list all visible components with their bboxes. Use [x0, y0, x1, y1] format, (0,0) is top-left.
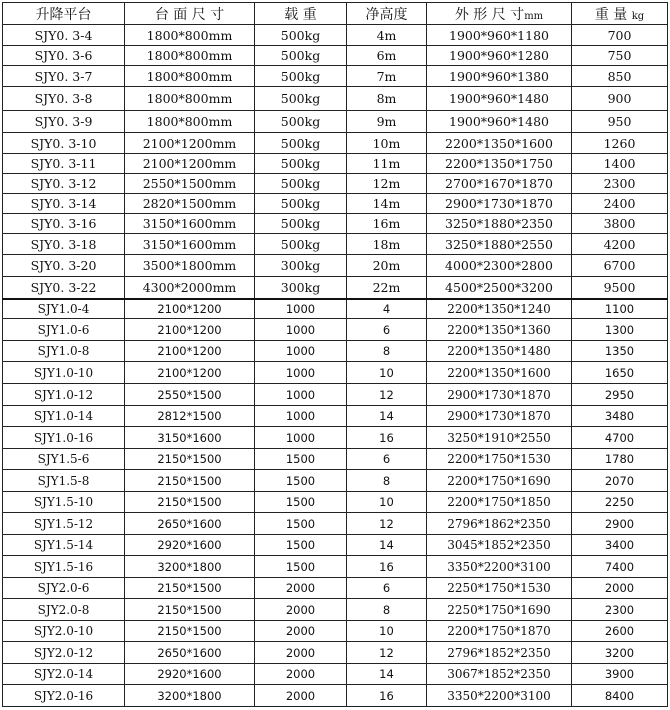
- model-cell: SJY1.5-8: [3, 470, 125, 492]
- weight-cell: 4200: [572, 234, 668, 255]
- outer-size-cell: 1900*960*1480: [427, 111, 572, 133]
- table-row: [3, 46, 668, 66]
- outer-size-cell: 2700*1670*1870: [427, 174, 572, 194]
- weight-cell: 4700: [572, 427, 668, 449]
- model-cell: SJY2.0-16: [3, 685, 125, 707]
- outer-size-cell: 2200*1350*1600: [427, 362, 572, 384]
- outer-size-cell: 2900*1730*1870: [427, 406, 572, 427]
- table-row: [3, 427, 668, 449]
- outer-size-cell: 2900*1730*1870: [427, 384, 572, 406]
- deck-size-cell: 2100*1200: [125, 362, 255, 384]
- deck-size-cell: 3500*1800mm: [125, 255, 255, 277]
- outer-size-cell: 3250*1880*2550: [427, 234, 572, 255]
- weight-cell: 3200: [572, 642, 668, 664]
- weight-cell: 850: [572, 66, 668, 87]
- outer-size-cell: 3250*1910*2550: [427, 427, 572, 449]
- table-row: [3, 406, 668, 427]
- load-cell: 1500: [255, 470, 347, 492]
- table-row: [3, 255, 668, 277]
- load-cell: 1500: [255, 513, 347, 535]
- lift-platform-spec-table: [2, 2, 668, 707]
- clear-height-cell: 10: [347, 492, 427, 513]
- clear-height-cell: 11m: [347, 154, 427, 174]
- model-cell: SJY0. 3-20: [3, 255, 125, 277]
- deck-size-cell: 1800*800mm: [125, 66, 255, 87]
- model-cell: SJY0. 3-4: [3, 25, 125, 46]
- clear-height-cell: 16: [347, 556, 427, 578]
- load-cell: 2000: [255, 621, 347, 642]
- outer-size-cell: 2200*1750*1850: [427, 492, 572, 513]
- outer-size-cell: 2200*1350*1480: [427, 341, 572, 362]
- deck-size-cell: 2650*1600: [125, 642, 255, 664]
- table-row: [3, 599, 668, 621]
- load-cell: 1000: [255, 319, 347, 341]
- outer-size-cell: 3350*2200*3100: [427, 556, 572, 578]
- table-row: [3, 277, 668, 299]
- deck-size-cell: 2150*1500: [125, 578, 255, 599]
- clear-height-cell: 8m: [347, 87, 427, 111]
- model-cell: SJY0. 3-10: [3, 133, 125, 154]
- outer-size-cell: 2796*1852*2350: [427, 642, 572, 664]
- table-row: [3, 87, 668, 111]
- load-cell: 2000: [255, 642, 347, 664]
- header-weight-label: 重 量: [594, 6, 628, 23]
- weight-cell: 2300: [572, 599, 668, 621]
- model-cell: SJY0. 3-7: [3, 66, 125, 87]
- clear-height-cell: 12: [347, 642, 427, 664]
- model-cell: SJY1.0-14: [3, 406, 125, 427]
- weight-cell: 950: [572, 111, 668, 133]
- load-cell: 1000: [255, 427, 347, 449]
- clear-height-cell: 18m: [347, 234, 427, 255]
- load-cell: 500kg: [255, 174, 347, 194]
- header-weight: [572, 3, 668, 25]
- weight-cell: 3900: [572, 664, 668, 685]
- outer-size-cell: 1900*960*1180: [427, 25, 572, 46]
- deck-size-cell: 2920*1600: [125, 535, 255, 556]
- clear-height-cell: 20m: [347, 255, 427, 277]
- load-cell: 500kg: [255, 111, 347, 133]
- table-row: [3, 642, 668, 664]
- clear-height-cell: 14m: [347, 194, 427, 214]
- load-cell: 500kg: [255, 66, 347, 87]
- outer-size-cell: 2200*1350*1360: [427, 319, 572, 341]
- deck-size-cell: 2812*1500: [125, 406, 255, 427]
- table-row: [3, 384, 668, 406]
- table-row: [3, 299, 668, 319]
- weight-cell: 9500: [572, 277, 668, 299]
- table-row: [3, 194, 668, 214]
- deck-size-cell: 1800*800mm: [125, 87, 255, 111]
- weight-cell: 2400: [572, 194, 668, 214]
- load-cell: 500kg: [255, 194, 347, 214]
- clear-height-cell: 22m: [347, 277, 427, 299]
- weight-cell: 2070: [572, 470, 668, 492]
- deck-size-cell: 2100*1200mm: [125, 133, 255, 154]
- load-cell: 500kg: [255, 234, 347, 255]
- weight-cell: 1400: [572, 154, 668, 174]
- model-cell: SJY0. 3-22: [3, 277, 125, 299]
- load-cell: 1000: [255, 341, 347, 362]
- load-cell: 1500: [255, 535, 347, 556]
- deck-size-cell: 1800*800mm: [125, 111, 255, 133]
- table-row: [3, 133, 668, 154]
- deck-size-cell: 3150*1600: [125, 427, 255, 449]
- load-cell: 1500: [255, 492, 347, 513]
- series-heavy-rows: [3, 299, 668, 707]
- weight-cell: 2250: [572, 492, 668, 513]
- deck-size-cell: 2920*1600: [125, 664, 255, 685]
- weight-cell: 3400: [572, 535, 668, 556]
- outer-size-cell: 3045*1852*2350: [427, 535, 572, 556]
- table-row: [3, 535, 668, 556]
- load-cell: 2000: [255, 685, 347, 707]
- model-cell: SJY1.5-10: [3, 492, 125, 513]
- model-cell: SJY2.0-12: [3, 642, 125, 664]
- header-load: 载 重: [255, 3, 347, 25]
- model-cell: SJY1.0-6: [3, 319, 125, 341]
- weight-cell: 2000: [572, 578, 668, 599]
- clear-height-cell: 10m: [347, 133, 427, 154]
- model-cell: SJY2.0-10: [3, 621, 125, 642]
- deck-size-cell: 4300*2000mm: [125, 277, 255, 299]
- clear-height-cell: 14: [347, 535, 427, 556]
- deck-size-cell: 2100*1200: [125, 341, 255, 362]
- model-cell: SJY1.0-12: [3, 384, 125, 406]
- clear-height-cell: 12: [347, 513, 427, 535]
- weight-cell: 1100: [572, 299, 668, 319]
- table-row: [3, 174, 668, 194]
- model-cell: SJY0. 3-16: [3, 214, 125, 234]
- clear-height-cell: 14: [347, 664, 427, 685]
- clear-height-cell: 6m: [347, 46, 427, 66]
- model-cell: SJY2.0-8: [3, 599, 125, 621]
- outer-size-cell: 2250*1750*1690: [427, 599, 572, 621]
- header-clear-height: 净高度: [347, 3, 427, 25]
- model-cell: SJY1.0-8: [3, 341, 125, 362]
- weight-cell: 1260: [572, 133, 668, 154]
- model-cell: SJY1.0-4: [3, 299, 125, 319]
- clear-height-cell: 16: [347, 427, 427, 449]
- outer-size-cell: 3250*1880*2350: [427, 214, 572, 234]
- load-cell: 500kg: [255, 46, 347, 66]
- weight-cell: 7400: [572, 556, 668, 578]
- model-cell: SJY0. 3-12: [3, 174, 125, 194]
- model-cell: SJY0. 3-8: [3, 87, 125, 111]
- model-cell: SJY1.5-16: [3, 556, 125, 578]
- load-cell: 2000: [255, 664, 347, 685]
- load-cell: 1000: [255, 384, 347, 406]
- deck-size-cell: 2150*1500: [125, 599, 255, 621]
- header-weight-unit: kg: [631, 10, 645, 22]
- deck-size-cell: 3200*1800: [125, 556, 255, 578]
- table-row: [3, 25, 668, 46]
- clear-height-cell: 14: [347, 406, 427, 427]
- table-row: [3, 449, 668, 470]
- weight-cell: 1650: [572, 362, 668, 384]
- outer-size-cell: 2200*1750*1530: [427, 449, 572, 470]
- weight-cell: 2950: [572, 384, 668, 406]
- clear-height-cell: 16: [347, 685, 427, 707]
- header-row: [3, 3, 668, 25]
- clear-height-cell: 12m: [347, 174, 427, 194]
- clear-height-cell: 8: [347, 470, 427, 492]
- table-row: [3, 154, 668, 174]
- model-cell: SJY2.0-14: [3, 664, 125, 685]
- load-cell: 2000: [255, 578, 347, 599]
- table-row: [3, 470, 668, 492]
- deck-size-cell: 3150*1600mm: [125, 214, 255, 234]
- clear-height-cell: 12: [347, 384, 427, 406]
- load-cell: 500kg: [255, 133, 347, 154]
- header-outer-size-label: 外 形 尺 寸: [454, 6, 525, 23]
- weight-cell: 6700: [572, 255, 668, 277]
- outer-size-cell: 3350*2200*3100: [427, 685, 572, 707]
- load-cell: 500kg: [255, 154, 347, 174]
- table-row: [3, 578, 668, 599]
- table-row: [3, 111, 668, 133]
- deck-size-cell: 2550*1500mm: [125, 174, 255, 194]
- weight-cell: 750: [572, 46, 668, 66]
- deck-size-cell: 1800*800mm: [125, 46, 255, 66]
- model-cell: SJY0. 3-18: [3, 234, 125, 255]
- weight-cell: 700: [572, 25, 668, 46]
- load-cell: 500kg: [255, 87, 347, 111]
- weight-cell: 900: [572, 87, 668, 111]
- table-row: [3, 556, 668, 578]
- table-row: [3, 664, 668, 685]
- weight-cell: 1780: [572, 449, 668, 470]
- table-row: [3, 685, 668, 707]
- clear-height-cell: 6: [347, 449, 427, 470]
- clear-height-cell: 6: [347, 319, 427, 341]
- weight-cell: 2600: [572, 621, 668, 642]
- load-cell: 1500: [255, 449, 347, 470]
- table-header: [3, 3, 668, 25]
- load-cell: 1000: [255, 299, 347, 319]
- weight-cell: 2900: [572, 513, 668, 535]
- clear-height-cell: 8: [347, 599, 427, 621]
- table-row: [3, 362, 668, 384]
- load-cell: 300kg: [255, 255, 347, 277]
- load-cell: 1500: [255, 556, 347, 578]
- outer-size-cell: 2200*1750*1690: [427, 470, 572, 492]
- deck-size-cell: 2100*1200: [125, 299, 255, 319]
- deck-size-cell: 1800*800mm: [125, 25, 255, 46]
- model-cell: SJY0. 3-11: [3, 154, 125, 174]
- load-cell: 2000: [255, 599, 347, 621]
- load-cell: 1000: [255, 406, 347, 427]
- model-cell: SJY0. 3-6: [3, 46, 125, 66]
- model-cell: SJY2.0-6: [3, 578, 125, 599]
- outer-size-cell: 2250*1750*1530: [427, 578, 572, 599]
- outer-size-cell: 1900*960*1280: [427, 46, 572, 66]
- table-row: [3, 492, 668, 513]
- deck-size-cell: 2650*1600: [125, 513, 255, 535]
- outer-size-cell: 2200*1350*1600: [427, 133, 572, 154]
- deck-size-cell: 2100*1200mm: [125, 154, 255, 174]
- outer-size-cell: 1900*960*1480: [427, 87, 572, 111]
- outer-size-cell: 3067*1852*2350: [427, 664, 572, 685]
- header-model: 升降平台: [3, 3, 125, 25]
- outer-size-cell: 2900*1730*1870: [427, 194, 572, 214]
- deck-size-cell: 2820*1500mm: [125, 194, 255, 214]
- outer-size-cell: 1900*960*1380: [427, 66, 572, 87]
- clear-height-cell: 7m: [347, 66, 427, 87]
- table-row: [3, 513, 668, 535]
- load-cell: 500kg: [255, 25, 347, 46]
- table-row: [3, 319, 668, 341]
- header-outer-size-unit: mm: [524, 10, 544, 22]
- clear-height-cell: 4: [347, 299, 427, 319]
- model-cell: SJY1.0-10: [3, 362, 125, 384]
- outer-size-cell: 2200*1350*1750: [427, 154, 572, 174]
- model-cell: SJY0. 3-14: [3, 194, 125, 214]
- outer-size-cell: 2200*1750*1870: [427, 621, 572, 642]
- weight-cell: 2300: [572, 174, 668, 194]
- deck-size-cell: 2150*1500: [125, 621, 255, 642]
- load-cell: 500kg: [255, 214, 347, 234]
- outer-size-cell: 2200*1350*1240: [427, 299, 572, 319]
- series-0-3-rows: [3, 25, 668, 299]
- deck-size-cell: 2150*1500: [125, 470, 255, 492]
- outer-size-cell: 4000*2300*2800: [427, 255, 572, 277]
- weight-cell: 8400: [572, 685, 668, 707]
- model-cell: SJY1.5-12: [3, 513, 125, 535]
- clear-height-cell: 10: [347, 621, 427, 642]
- header-deck-size: 台 面 尺 寸: [125, 3, 255, 25]
- weight-cell: 3480: [572, 406, 668, 427]
- clear-height-cell: 9m: [347, 111, 427, 133]
- table-row: [3, 621, 668, 642]
- table-row: [3, 341, 668, 362]
- model-cell: SJY1.5-6: [3, 449, 125, 470]
- weight-cell: 1350: [572, 341, 668, 362]
- clear-height-cell: 6: [347, 578, 427, 599]
- weight-cell: 3800: [572, 214, 668, 234]
- table-row: [3, 66, 668, 87]
- outer-size-cell: 4500*2500*3200: [427, 277, 572, 299]
- load-cell: 300kg: [255, 277, 347, 299]
- deck-size-cell: 2150*1500: [125, 492, 255, 513]
- load-cell: 1000: [255, 362, 347, 384]
- deck-size-cell: 2550*1500: [125, 384, 255, 406]
- clear-height-cell: 16m: [347, 214, 427, 234]
- outer-size-cell: 2796*1862*2350: [427, 513, 572, 535]
- table-row: [3, 214, 668, 234]
- deck-size-cell: 2150*1500: [125, 449, 255, 470]
- clear-height-cell: 4m: [347, 25, 427, 46]
- deck-size-cell: 2100*1200: [125, 319, 255, 341]
- deck-size-cell: 3150*1600mm: [125, 234, 255, 255]
- clear-height-cell: 10: [347, 362, 427, 384]
- model-cell: SJY1.0-16: [3, 427, 125, 449]
- weight-cell: 1300: [572, 319, 668, 341]
- model-cell: SJY0. 3-9: [3, 111, 125, 133]
- header-outer-size: [427, 3, 572, 25]
- clear-height-cell: 8: [347, 341, 427, 362]
- model-cell: SJY1.5-14: [3, 535, 125, 556]
- table-row: [3, 234, 668, 255]
- deck-size-cell: 3200*1800: [125, 685, 255, 707]
